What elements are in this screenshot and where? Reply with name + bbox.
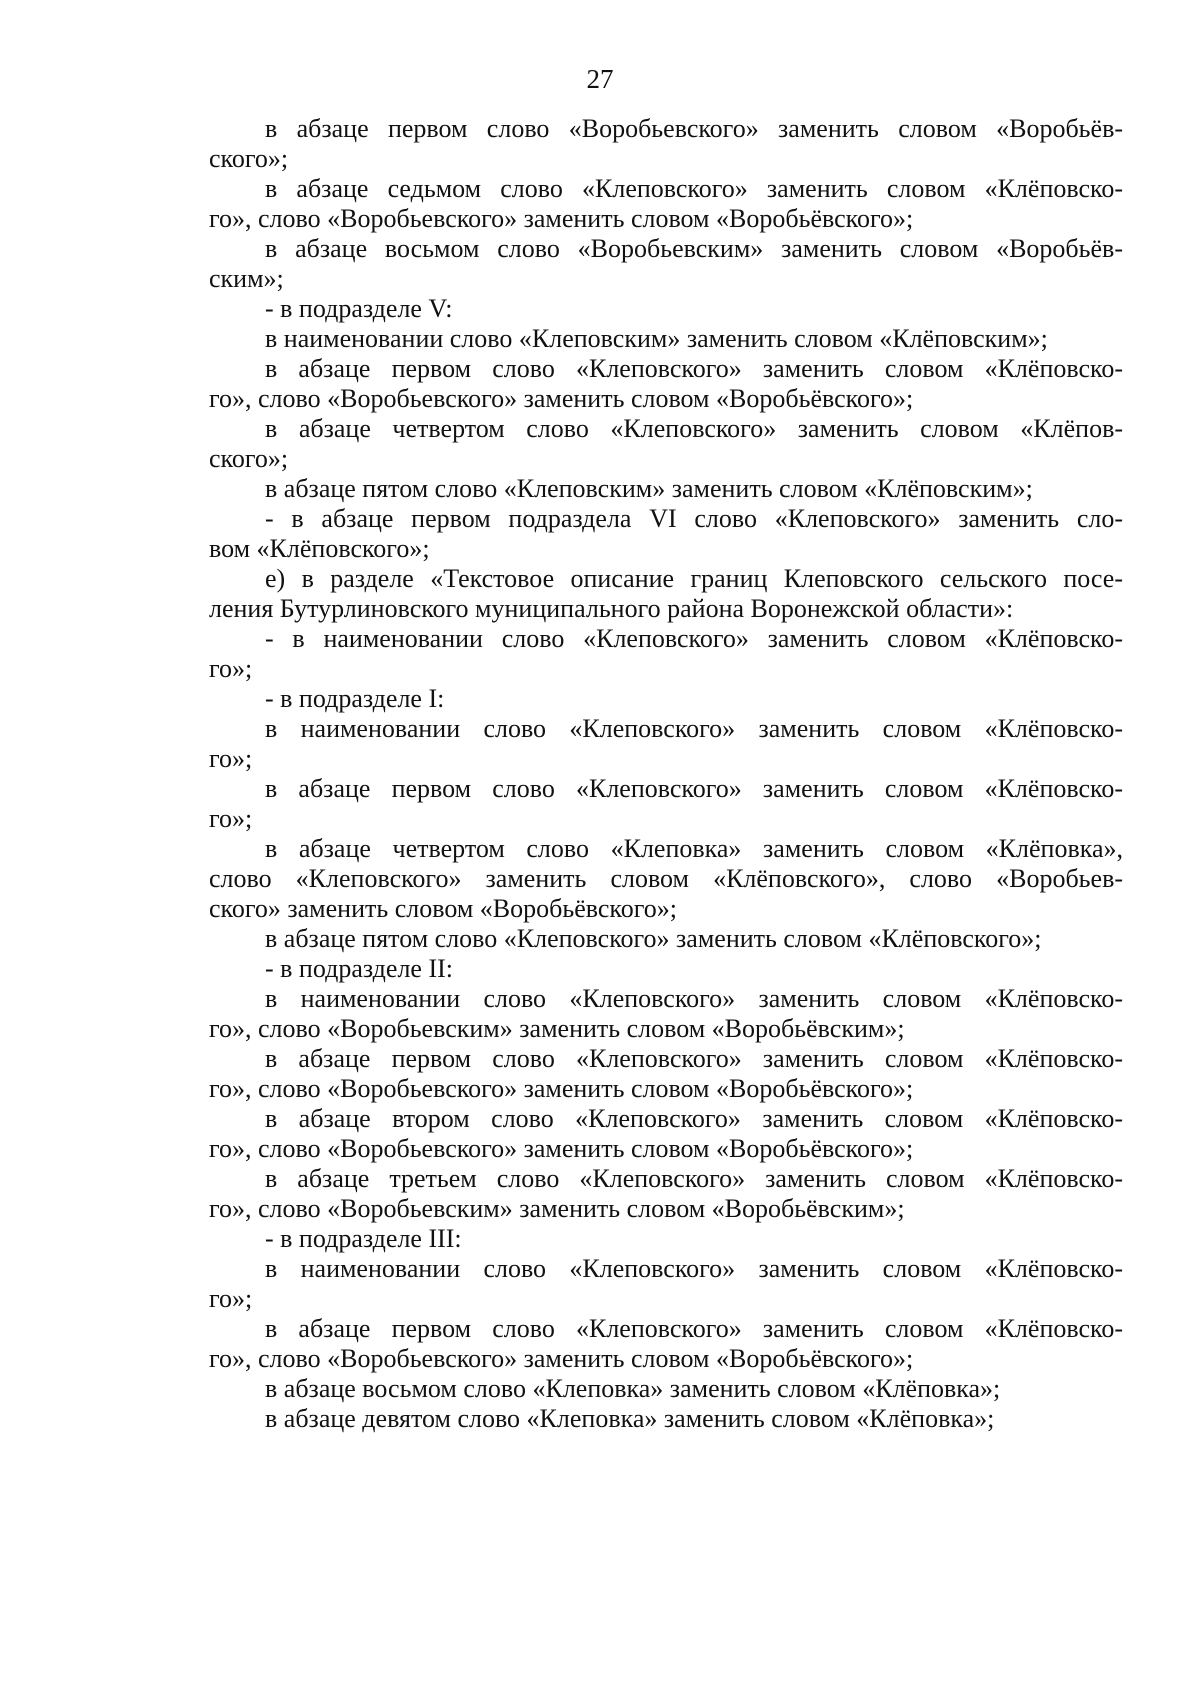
text-line: в наименовании слово «Клеповского» заменить словом «Клёповско-	[265, 984, 1123, 1013]
text-line: ского»;	[209, 144, 289, 173]
text-line: ского» заменить словом «Воробьёвского»;	[209, 894, 677, 923]
text-line: - в подразделе II:	[265, 954, 453, 983]
text-line: го»;	[209, 744, 253, 773]
text-line: в абзаце пятом слово «Клеповского» заменить словом «Клёповского»;	[265, 924, 1042, 953]
text-line: го»;	[209, 654, 253, 683]
text-line: го», слово «Воробьевского» заменить словом «Воробьёвского»;	[209, 1134, 914, 1163]
text-line: слово «Клеповского» заменить словом «Клёповского», слово «Воробьев-	[209, 864, 1123, 893]
text-line: в абзаце восьмом слово «Воробьевским» заменить словом «Воробьёв-	[265, 234, 1123, 263]
text-line: в наименовании слово «Клеповского» заменить словом «Клёповско-	[265, 1254, 1123, 1283]
text-line: в абзаце четвертом слово «Клеповка» заменить словом «Клёповка»,	[265, 834, 1123, 863]
text-line: ским»;	[209, 264, 284, 293]
text-line: в абзаце пятом слово «Клеповским» заменить словом «Клёповским»;	[265, 474, 1033, 503]
text-line: - в наименовании слово «Клеповского» заменить словом «Клёповско-	[265, 624, 1123, 653]
text-line: - в подразделе V:	[265, 294, 453, 323]
text-line: - в абзаце первом подраздела VI слово «Клеповского» заменить сло-	[265, 504, 1123, 533]
text-line: в абзаце первом слово «Клеповского» заменить словом «Клёповско-	[265, 774, 1123, 803]
text-line: - в подразделе I:	[265, 684, 445, 713]
text-line: в абзаце первом слово «Клеповского» заменить словом «Клёповско-	[265, 354, 1123, 383]
text-line: ления Бутурлиновского муниципального района Воронежской области»:	[209, 594, 1014, 623]
text-line: - в подразделе III:	[265, 1224, 462, 1253]
text-line: в наименовании слово «Клеповского» заменить словом «Клёповско-	[265, 714, 1123, 743]
text-line: вом «Клёповского»;	[209, 534, 430, 563]
text-line: в абзаце первом слово «Клеповского» заменить словом «Клёповско-	[265, 1314, 1123, 1343]
text-line: е) в разделе «Текстовое описание границ Клеповского сельского посе-	[265, 564, 1123, 593]
document-body	[209, 114, 1123, 1434]
text-line: в абзаце третьем слово «Клеповского» заменить словом «Клёповско-	[265, 1164, 1123, 1193]
text-line: в наименовании слово «Клеповским» заменить словом «Клёповским»;	[265, 324, 1048, 353]
text-line: го», слово «Воробьевского» заменить словом «Воробьёвского»;	[209, 204, 914, 233]
text-line: в абзаце четвертом слово «Клеповского» заменить словом «Клёпов-	[265, 414, 1123, 443]
text-line: в абзаце первом слово «Воробьевского» заменить словом «Воробьёв-	[265, 114, 1123, 143]
text-line: го»;	[209, 804, 253, 833]
text-line: ского»;	[209, 444, 289, 473]
text-line: го», слово «Воробьевским» заменить словом «Воробьёвским»;	[209, 1014, 905, 1043]
text-line: го», слово «Воробьевского» заменить словом «Воробьёвского»;	[209, 384, 914, 413]
text-line: в абзаце девятом слово «Клеповка» заменить словом «Клёповка»;	[265, 1404, 995, 1433]
text-line: в абзаце седьмом слово «Клеповского» заменить словом «Клёповско-	[265, 174, 1123, 203]
page-number: 27	[586, 64, 614, 94]
text-line: в абзаце первом слово «Клеповского» заменить словом «Клёповско-	[265, 1044, 1123, 1073]
text-line: в абзаце втором слово «Клеповского» заменить словом «Клёповско-	[265, 1104, 1123, 1133]
text-line: го», слово «Воробьевским» заменить словом «Воробьёвским»;	[209, 1194, 905, 1223]
text-line: в абзаце восьмом слово «Клеповка» заменить словом «Клёповка»;	[265, 1374, 1001, 1403]
text-line: го», слово «Воробьевского» заменить словом «Воробьёвского»;	[209, 1074, 914, 1103]
text-line: го», слово «Воробьевского» заменить словом «Воробьёвского»;	[209, 1344, 914, 1373]
text-line: го»;	[209, 1284, 253, 1313]
